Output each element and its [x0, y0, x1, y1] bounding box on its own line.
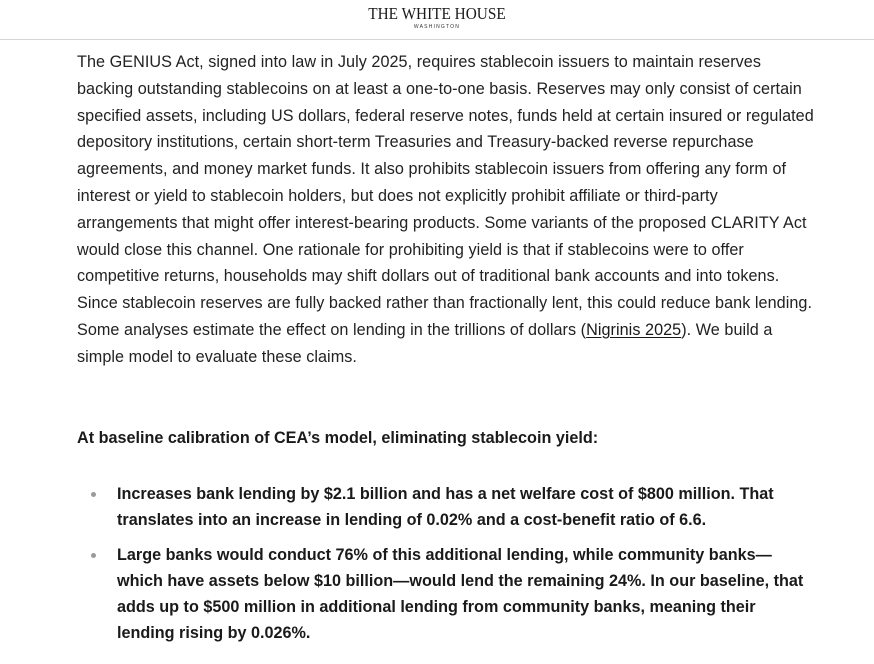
logo-title: THE WHITE HOUSE	[368, 4, 506, 23]
bullet-dot-icon	[91, 553, 96, 558]
logo-subtitle: WASHINGTON	[413, 24, 461, 30]
findings-list	[77, 481, 817, 655]
finding-bullet	[77, 542, 817, 646]
paragraph-text-start: The GENIUS Act, signed into law in July 2025, requires stablecoin issuers to maintain reserves backing outstanding stablecoins on at least a one-to-one basis. Reserves may only consist of certain specified assets, including US dollars, federal reserve notes, funds held at certain insured or regulated depository institutions, certain short-term Treasuries and Treasury-backed reverse repurchase agreements, and money market funds. It also prohibits stablecoin issuers from offering any form of interest or yield to stablecoin holders, but does not explicitly prohibit affiliate or third-party arrangements that might offer interest-bearing products. Some variants of the proposed CLARITY Act would close this channel. One rationale for prohibiting yield is that if stablecoins were to offer competitive returns, households may shift dollars out of traditional bank accounts and into tokens. Since stablecoin reserves are fully backed rather than fractionally lent, this could reduce bank lending. Some analyses estimate the effect on lending in the trillions of dollars (	[77, 53, 814, 339]
white-house-logo[interactable]	[0, 4, 874, 30]
bullet-dot-icon	[91, 492, 96, 497]
site-header	[0, 0, 874, 40]
citation-link-nigrinis[interactable]: Nigrinis 2025	[586, 320, 682, 339]
paragraph-text-end: ). We build a simple model to evaluate these claims.	[77, 320, 773, 366]
findings-subheading: At baseline calibration of CEA’s model, eliminating stablecoin yield:	[77, 429, 599, 447]
finding-text: Large banks would conduct 76% of this additional lending, while community banks—which have assets below $10 billion—would lend the remaining 24%. In our baseline, that adds up to $500 million in additional lending from community banks, meaning their lending rising by 0.026%.	[117, 546, 804, 642]
finding-bullet	[77, 481, 817, 533]
intro-paragraph	[77, 49, 817, 371]
article-body	[77, 49, 817, 642]
finding-text: Increases bank lending by $2.1 billion and has a net welfare cost of $800 million. That translates into an increase in lending of 0.02% and a cost-benefit ratio of 6.6.	[117, 485, 774, 529]
